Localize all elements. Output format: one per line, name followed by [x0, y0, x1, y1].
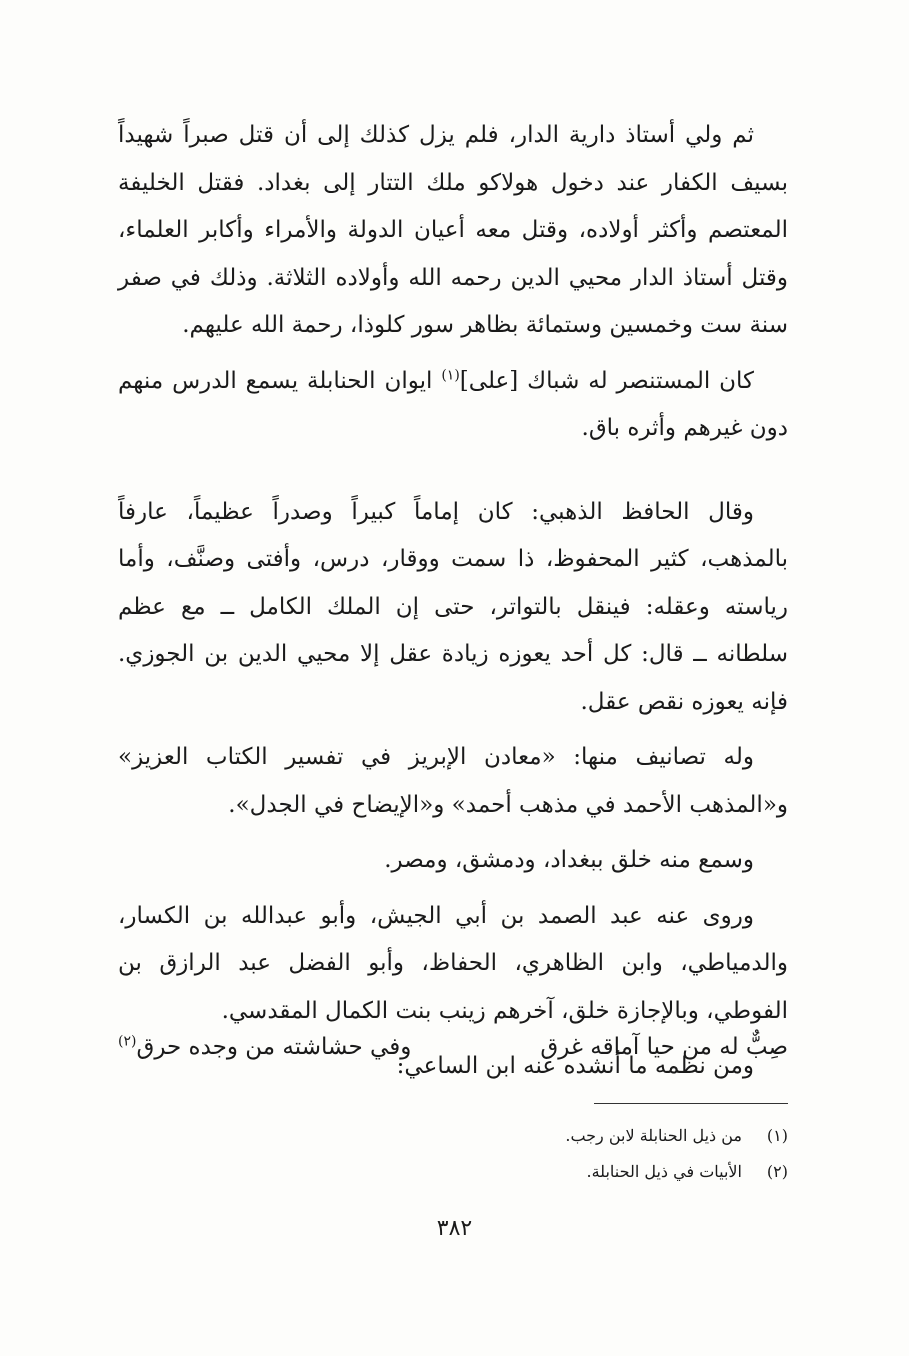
- paragraph-2: [118, 358, 788, 453]
- footnote-1-number: (١): [766, 1126, 788, 1145]
- paragraph-1: ثم ولي أستاذ دارية الدار، فلم يزل كذلك إلى أن قتل صبراً شهيداً بسيف الكفار عند دخول هولاكو ملك التتار إلى بغداد. فقتل الخليفة المعتصم وأكثر أولاده، وقتل معه أعيان الدولة والأمراء وأكابر العلماء، وقتل أستاذ الدار محيي الدين رحمه الله وأولاده الثلاثة. وذلك في صفر سنة ست وخمسين وستمائة بظاهر سور كلوذا، رحمة الله عليهم.: [118, 122, 788, 338]
- footnote-1: [388, 1118, 788, 1154]
- footnotes: [388, 1118, 788, 1190]
- paragraph-7: ومن نظمه ما أنشده عنه ابن الساعي:: [396, 1053, 754, 1079]
- paragraph-6: وروى عنه عبد الصمد بن أبي الجيش، وأبو عبدالله بن الكسار، والدمياطي، وابن الظاهري، الحفاظ، وأبو الفضل عبد الرازق بن الفوطي، وبالإجازة خلق، آخرهم زينب بنت الكمال المقدسي.: [118, 902, 788, 1024]
- footnote-1-text: من ذيل الحنابلة لابن رجب.: [565, 1126, 742, 1145]
- verse-first-hemistich: صِبٌّ له من حيا آماقه غرق: [540, 1034, 788, 1060]
- main-text: [118, 112, 788, 1091]
- paragraph-3: وقال الحافظ الذهبي: كان إماماً كبيراً وصدراً عظيماً، عارفاً بالمذهب، كثير المحفوظ، ذا سمت ووقار، درس، وأفتى وصنَّف، وأما رياسته وعقله: فينقل بالتواتر، حتى إن الملك الكامل ــ مع عظم سلطانه ــ قال: كل أحد يعوزه زيادة عقل إلا محيي الدين بن الجوزي. فإنه يعوزه نقص عقل.: [118, 498, 788, 715]
- paragraph-5: وسمع منه خلق ببغداد، ودمشق، ومصر.: [384, 847, 754, 873]
- poem-verse: [118, 1024, 788, 1071]
- footnote-2: [388, 1154, 788, 1190]
- footnote-ref-1: (١): [441, 366, 460, 383]
- verse-second-hemistich: وفي حشاشته من وجده حرق: [136, 1034, 412, 1060]
- footnote-2-text: الأبيات في ذيل الحنابلة.: [586, 1162, 742, 1181]
- footnote-separator: [594, 1103, 788, 1104]
- paragraph-2-before: كان المستنصر له شباك [على]: [459, 367, 754, 394]
- footnote-ref-2: (٢): [118, 1033, 137, 1050]
- verse-second-hemistich-wrap: [118, 1024, 411, 1071]
- page-number: ٣٨٢: [436, 1216, 473, 1241]
- paragraph-2-after: ايوان الحنابلة يسمع الدرس منهم دون غيرهم وأثره باق.: [118, 367, 788, 441]
- paragraph-4: وله تصانيف منها: «معادن الإبريز في تفسير الكتاب العزيز» و«المذهب الأحمد في مذهب أحمد» و«الإيضاح في الجدل».: [118, 744, 788, 818]
- footnote-2-number: (٢): [766, 1162, 788, 1181]
